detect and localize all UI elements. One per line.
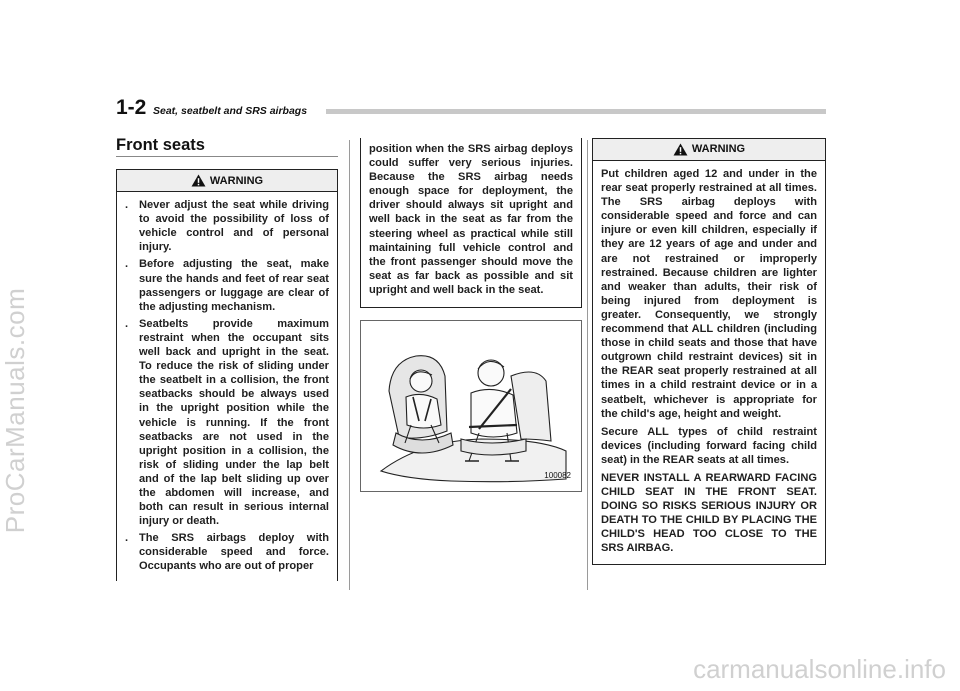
warning-bullet-text: Before adjusting the seat, make sure the hands and feet of rear seat passengers or luggage are clear of the adjusting mechanism. [139,258,329,313]
children-warning-box [592,138,826,565]
bullet-mark: . [125,199,129,212]
section-title: Seat, seatbelt and SRS airbags [153,105,308,117]
warning-label: WARNING [209,174,264,187]
warning-triangle-icon [191,174,206,187]
child-seat-figure [360,320,582,492]
warning-header [593,139,825,161]
bottom-watermark: carmanualsonline.info [693,654,946,684]
page-number: 1-2 [116,96,147,119]
warning-paragraph: NEVER INSTALL A REARWARD FACING CHILD SEAT IN THE FRONT SEAT. DOING SO RISKS SERIOUS INJURY OR DEATH TO THE CHILD BY PLACING THE CHILD'S HEAD TOO CLOSE TO THE SRS AIRBAG. [601,471,817,555]
bullet-mark: . [125,317,129,330]
warning-triangle-icon [673,143,688,156]
warning-bullet [125,257,329,313]
bullet-mark: . [125,258,129,271]
side-watermark [2,140,30,680]
front-seats-warning-box [116,169,338,580]
header-rule [326,109,826,114]
column-divider [587,140,588,590]
warning-bullet-text: Never adjust the seat while driving to avoid the possibility of loss of vehicle control and of personal injury. [139,199,329,254]
page-header [116,96,826,122]
child-seat-illustration-icon [361,321,583,491]
warning-label: WARNING [691,143,746,156]
warning-continuation-text: position when the SRS airbag deploys could suffer very serious injuries. Because the SRS airbag needs enough space for deployment, the driver should always sit upright and well back in the seat as far from the steering wheel as practical while still maintaining full vehicle control and the front passenger should move the seat as far back as possible and sit upright and well back in the seat. [369,143,573,296]
warning-bullet [125,198,329,254]
column-left [116,138,338,581]
bullet-mark: . [125,532,129,545]
warning-paragraph: Secure ALL types of child restraint devices (including forward facing child seat) in the REAR seats at all times. [601,425,817,466]
warning-paragraph: Put children aged 12 and under in the rear seat properly restrained at all times. The SRS airbag deploys with considerable speed and force and can injure or even kill children, especially if they are 12 years of age and under and are not restrained or improperly restrained. Because children are lighter and weaker than adults, their risk of being injured from deployment is greater. Consequently, we strongly recommend that ALL children (including those in child seats and those that have outgrown child restraint devices) sit in the REAR seat properly restrained at all times in a child restraint device or in a seatbelt, whichever is appropriate for the child's age, height and weight. [601,168,817,420]
column-divider [349,140,350,590]
warning-bullet [125,317,329,528]
warning-header [117,170,337,192]
warning-bullet-text: The SRS airbags deploy with considerable speed and force. Occupants who are out of proper [139,532,329,573]
figure-id: 100082 [544,470,571,480]
side-watermark-text: ProCarManuals.com [0,287,31,533]
front-seats-heading: Front seats [116,138,338,157]
front-seats-warning-continued [360,138,582,308]
warning-bullet-text: Seatbelts provide maximum restraint when the occupant sits well back and upright in the seat. To reduce the risk of sliding under the seatbelt in a collision, the front seatbacks should be always used in the upright position while the vehicle is running. If the front seatbacks are not used in the upright position in a collision, the risk of sliding under the lap belt and of the lap belt sliding up over the abdomen will increase, and both can result in serious internal injury or death. [139,317,329,528]
warning-bullet [125,531,329,573]
column-middle [360,138,582,492]
column-right [592,138,826,565]
